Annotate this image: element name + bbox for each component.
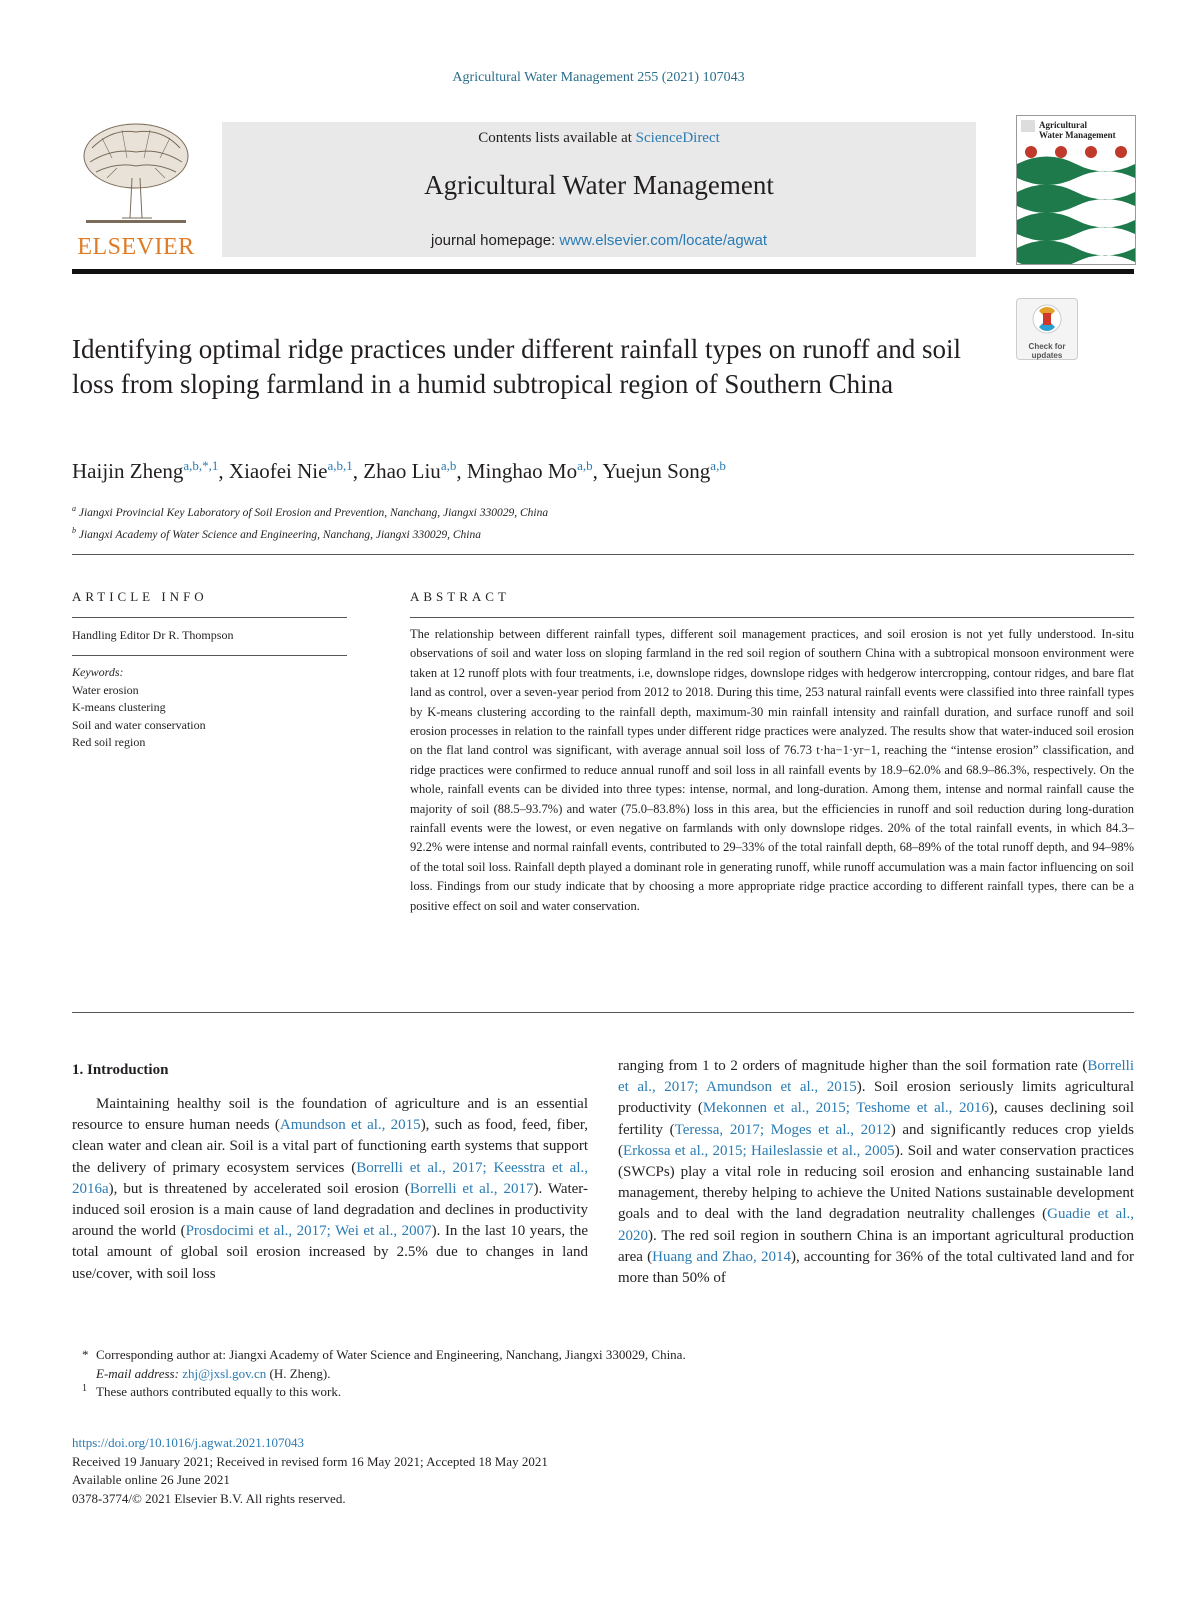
contents-prefix: Contents lists available at	[478, 130, 636, 146]
citation-link[interactable]: Huang and Zhao, 2014	[652, 1248, 791, 1265]
cover-logo-icon	[1021, 120, 1035, 132]
available-online: Available online 26 June 2021	[72, 1472, 230, 1487]
header-rule	[72, 269, 1134, 274]
equal-contribution-footnote	[72, 1383, 1072, 1402]
citation-link[interactable]: Borrelli et al., 2017; Keesstra et al., 2016a	[72, 1159, 588, 1197]
body-text: ) and significantly reduces crop yields (	[618, 1121, 1134, 1159]
received-dates: Received 19 January 2021; Received in revised form 16 May 2021; Accepted 18 May 2021	[72, 1453, 548, 1469]
email-link[interactable]: zhj@jxsl.gov.cn	[182, 1365, 267, 1381]
crossmark-line2: updates	[1031, 351, 1063, 360]
citation-link[interactable]: Amundson et al., 2015	[279, 1117, 421, 1134]
corresponding-footnote	[72, 1346, 1072, 1365]
footnote-mark: 1	[82, 1383, 87, 1394]
doi-link[interactable]: https://doi.org/10.1016/j.agwat.2021.107043	[72, 1435, 304, 1450]
body-text: ), causes declining soil fertility (	[618, 1100, 1134, 1138]
affiliations	[72, 500, 972, 544]
crossmark-icon	[1017, 299, 1077, 337]
body-text: ). Soil erosion seriously limits agricultural productivity (	[618, 1079, 1134, 1117]
corresponding-text: Corresponding author at: Jiangxi Academy of Water Science and Engineering, Nanchang, Jiangxi 330029, China.	[96, 1347, 686, 1362]
email-label: E-mail address:	[96, 1365, 179, 1381]
body-text: ranging from 1 to 2 orders of magnitude higher than the soil formation rate (	[618, 1058, 1088, 1074]
journal-citation: Agricultural Water Management 255 (2021) 107043	[452, 70, 745, 85]
footnotes	[72, 1346, 1072, 1402]
body-text: Maintaining healthy soil is the foundation of agriculture and is an essential resource to ensure human needs (	[72, 1096, 588, 1134]
abstract-heading: ABSTRACT	[410, 589, 510, 604]
keyword: Soil and water conservation	[72, 717, 206, 732]
keyword: Water erosion	[72, 682, 139, 697]
elsevier-wordmark: ELSEVIER	[77, 234, 195, 260]
email-suffix: (H. Zheng).	[266, 1365, 331, 1381]
citation-link[interactable]: Borrelli et al., 2017; Amundson et al., 2015	[618, 1058, 1134, 1096]
paper-title: Identifying optimal ridge practices under different rainfall types on runoff and soil loss from sloping farmland in a humid subtropical region of Southern China	[72, 334, 961, 399]
affiliation-line	[72, 500, 972, 522]
keywords-list	[72, 682, 206, 752]
body-text: ), accounting for 36% of the total cultivated land and for more than 50% of	[618, 1248, 1134, 1287]
article-info-heading: ARTICLE INFO	[72, 589, 208, 604]
author-name: Zhao Liu	[363, 459, 441, 483]
section-heading: 1. Introduction	[72, 1062, 169, 1078]
equal-contribution-text: These authors contributed equally to this work.	[96, 1384, 342, 1399]
check-for-updates-button[interactable]	[1016, 298, 1078, 360]
divider	[72, 554, 1134, 555]
keywords-label: Keywords:	[72, 665, 124, 679]
homepage-link[interactable]: www.elsevier.com/locate/agwat	[559, 232, 768, 249]
citation-link[interactable]: Prosdocimi et al., 2017; Wei et al., 2007	[185, 1223, 432, 1240]
author-affiliation-marks[interactable]: a,b	[577, 458, 593, 473]
body-text: ), but is threatened by accelerated soil erosion (	[108, 1180, 410, 1197]
divider	[72, 617, 347, 618]
citation-link[interactable]: Guadie et al., 2020	[618, 1206, 1134, 1244]
body-right-column	[618, 1056, 1134, 1289]
keywords-block	[72, 664, 206, 752]
cover-title	[1039, 120, 1116, 140]
journal-masthead	[222, 122, 976, 257]
affiliation-line	[72, 522, 972, 544]
keyword: K-means clustering	[72, 700, 166, 714]
citation-link[interactable]: Erkossa et al., 2015; Haileslassie et al., 2005	[623, 1142, 895, 1159]
affiliation-mark: b	[72, 525, 76, 535]
homepage-prefix: journal homepage:	[430, 232, 560, 249]
body-left-column	[72, 1094, 588, 1285]
article-meta	[72, 1420, 972, 1508]
citation-link[interactable]: Teressa, 2017; Moges et al., 2012	[674, 1121, 891, 1138]
handling-editor: Handling Editor Dr R. Thompson	[72, 628, 234, 642]
citation-link[interactable]: Borrelli et al., 2017	[409, 1180, 534, 1197]
journal-cover-image	[1016, 115, 1136, 265]
body-text: ). Soil and water conservation practices (SWCPs) play a vital role in reducing soil erosion and enhancing sustainable land management, thereby helping to achieve the United Nations sustainable development goals and to deal with the land degradation neutrality challenges (	[618, 1142, 1134, 1223]
abstract-text: The relationship between different rainfall types, different soil management practices, and soil erosion is not yet fully understood. In-situ observations of soil and water loss on sloping farmland in the red soil region of southern China with a subtropical monsoon environment were taken at 12 runoff plots with four treatments, i.e, downslope ridges, downslope ridges with hedgerow intercropping, contour ridges, and bare flat land as control, over a seven-year period from 2012 to 2018. During this time, 253 natural rainfall events were classified into three rainfall types by K-means clustering according to the rainfall depth, maximum-30 min rainfall intensity and rainfall duration, and surface runoff and soil erosion processes in relation to the rainfall types under different ridge practices were analyzed. The results show that water-induced soil erosion on the flat land control was significant, with average annual soil loss of 76.73 t·ha−1·yr−1, reaching the “intense erosion” classification, and ridge practices were confirmed to reduce annual runoff and soil loss in all rainfall events by 18.9–62.0% and 68.9–86.3%, respectively. On the whole, rainfall events can be divided into three types: intense, normal, and long-duration. Among them, intense and normal rainfall cause the majority of soil (88.5–93.7%) and water (75.0–83.8%) loss in this area, but the efficiencies in runoff and soil reduction during long-duration rainfall events were the lowest, or even negative on farmlands with only downslope ridges. 20% of the total rainfall events, in which 84.3–92.2% were intense and normal rainfall events, contributed to 29–33% of the total rainfall depth, 68–89% of the total runoff depth, and 94–98% of the total soil loss. Rainfall depth played a dominant role in generating runoff, while runoff accumulation was a main factor influencing on soil loss. Findings from our study indicate that by choosing a more appropriate ridge practice according to different rainfall types, there can be a positive effect on soil and water conservation.	[410, 627, 1134, 913]
author-affiliation-marks[interactable]: a,b,1	[327, 458, 353, 473]
crossmark-line1: Check for	[1028, 342, 1066, 351]
body-text: ). In the last 10 years, the total amount of global soil erosion increased by 2.5% due to changes in land use/cover, with soil loss	[72, 1223, 588, 1282]
body-text: ). Water-induced soil erosion is a main cause of land degradation and declines in productivity around the world (	[72, 1180, 588, 1240]
cover-pattern-icon	[1017, 144, 1135, 264]
keyword: Red soil region	[72, 735, 146, 749]
journal-title: Agricultural Water Management	[424, 170, 774, 200]
body-text: ). The red soil region in southern China is an important agricultural production area (	[618, 1227, 1134, 1265]
author-affiliation-marks[interactable]: a,b,*,1	[183, 458, 219, 473]
divider	[72, 655, 347, 656]
footnote-mark: *	[82, 1347, 89, 1362]
crossmark-label	[1017, 342, 1077, 360]
affiliation-text: Jiangxi Academy of Water Science and Engineering, Nanchang, Jiangxi 330029, China	[76, 528, 481, 541]
author-name: Haijin Zheng	[72, 459, 184, 483]
sciencedirect-link[interactable]: ScienceDirect	[635, 130, 720, 146]
contents-line	[222, 130, 976, 147]
cover-title-line2: Water Management	[1039, 130, 1116, 140]
issn-copyright: 0378-3774/© 2021 Elsevier B.V. All rights reserved.	[72, 1490, 346, 1506]
citation-link[interactable]: Mekonnen et al., 2015; Teshome et al., 2016	[702, 1100, 989, 1117]
affiliation-text: Jiangxi Provincial Key Laboratory of Soil Erosion and Prevention, Nanchang, Jiangxi 330029, China	[76, 506, 549, 519]
body-text: ), such as food, feed, fiber, clean water and clean air. Soil is a vital part of functioning earth systems that support the delivery of primary ecosystem services (	[72, 1117, 588, 1176]
author-affiliation-marks[interactable]: a,b	[440, 458, 457, 473]
affiliation-mark: a	[72, 504, 76, 513]
email-footnote	[72, 1365, 1072, 1384]
author-name: Xiaofei Nie	[228, 459, 328, 483]
author-name: Yuejun Song	[602, 459, 711, 483]
author-name: Minghao Mo	[466, 459, 578, 483]
author-list: Haijin Zheng$^{a,b,*,1}$, Xiaofei Nie$^{a,b,1}$, Zhao Liu$^{a,b}$, Minghao Mo$^{a,b}$, Yuejun Song$^{a,b}$	[72, 458, 726, 483]
cover-title-line1: Agricultural	[1039, 120, 1087, 130]
divider	[72, 1012, 1134, 1013]
divider	[410, 617, 1134, 618]
homepage-line	[222, 232, 976, 249]
author-affiliation-marks[interactable]: a,b	[710, 458, 726, 473]
